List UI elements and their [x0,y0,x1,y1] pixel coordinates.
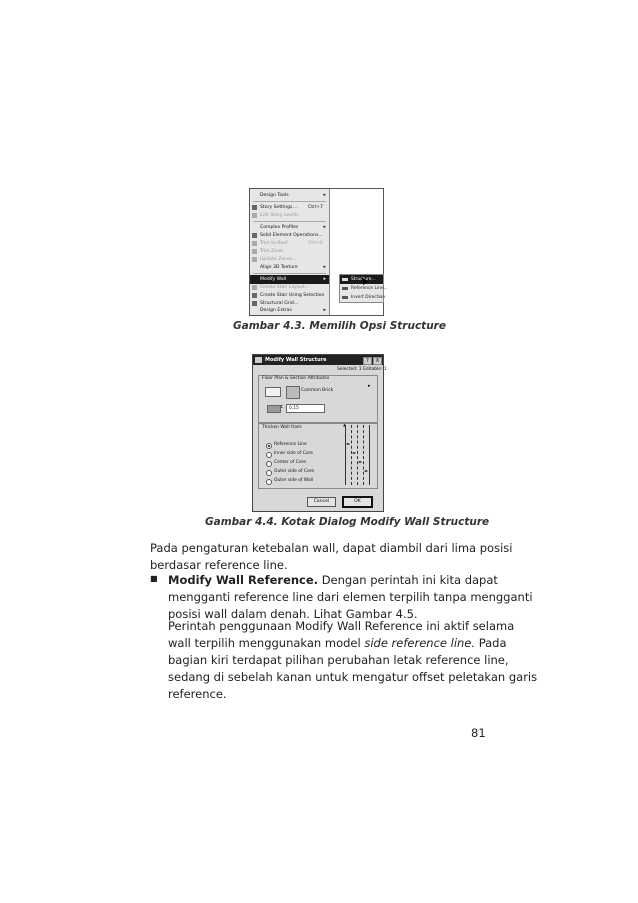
radio-center-of-core[interactable] [266,461,272,467]
menu-separator [253,201,326,202]
cancel-button[interactable]: Cancel [307,497,336,507]
option-label-outer-side-of-core: Outer side of Core [274,469,315,474]
invert-direction-icon [342,296,348,299]
group-title-thicken-wall: Thicken Wall from: [262,425,303,430]
trim-roof-icon [252,241,257,246]
menu-item-edit-story-levels: Edit Story Levels [250,211,329,220]
update-zones-icon [252,257,257,262]
submenu-arrow-icon: ▸ [323,264,326,270]
floor-plan-section-group [258,375,378,423]
bullet-heading: Modify Wall Reference. [168,573,319,587]
bullet-icon: ■ [150,574,158,583]
selection-info: Selected: 1 Editable: 1 [337,367,387,372]
text-line: Pada pengaturan ketebalan wall, dapat diambil dari lima posisi [150,541,513,555]
radio-inner-side-of-core[interactable] [266,452,272,458]
offset-arrow-icon: ◂▸ [346,441,351,446]
offset-arrow-icon: ◂▸ [364,468,369,473]
solid-ops-icon [252,233,257,238]
menu-item-modify-wall[interactable]: Modify Wall ▸ [250,275,329,284]
submenu-item-reference-line[interactable]: Reference Line... [340,284,383,293]
wall-tool-icon [255,357,262,363]
menu-item-design-tools[interactable]: Design Tools ▸ [260,192,326,198]
submenu-item-structure[interactable]: Structure... [340,275,383,284]
thickness-icon [267,405,281,413]
menu-item-structural-grid[interactable]: Structural Grid... [250,299,329,308]
submenu-arrow-icon: ▸ [323,224,326,230]
menu-separator [253,221,326,222]
reference-line-icon [342,287,348,290]
close-button[interactable]: X [373,357,382,365]
option-label-center-of-core: Center of Core [274,460,306,465]
dialog-title-bar[interactable]: Modify Wall Structure ? X [253,355,383,365]
paragraph-modify-wall-reference [168,618,538,703]
text-line: berdasar reference line. [150,558,288,572]
reference-line-mark [343,422,347,485]
modify-wall-structure-dialog [252,354,387,512]
group-title-floor-plan: Floor Plan & Section Attributes [262,376,330,381]
material-name: Common Brick [301,388,334,393]
core-inner-line [351,425,352,485]
menu-item-story-settings[interactable]: Story Settings... Ctrl+7 [250,203,329,212]
bullet-item-modify-wall-reference [168,572,533,623]
structure-icon [342,278,348,281]
text-line: bagian kiri terdapat pilihan perubahan letak reference line, [168,653,509,667]
text-line: sedang di sebelah kanan untuk mengatur offset peletakan garis [168,670,538,684]
help-button[interactable]: ? [363,357,372,365]
text-line: reference. [168,687,227,701]
radio-reference-line[interactable] [266,443,272,449]
menu-item-trim-to-roof: Trim to Roof Ctrl+0 [250,239,329,248]
menu-item-align-3d-texture[interactable]: Align 3D Texture ▸ [260,264,326,270]
figure-4-4-caption: Gambar 4.4. Kotak Dialog Modify Wall Structure [205,516,490,528]
text-line: mengganti reference line dari elemen terpilih tanpa mengganti [168,590,533,604]
submenu-arrow-icon: ▸ [323,276,326,282]
offset-arrow-icon: ◂▸ [352,450,357,455]
menu-item-create-stair-using-selection[interactable]: Create Stair Using Selection [250,291,329,300]
offset-arrow-icon: ◂▸ [358,459,363,464]
design-menu [250,189,330,315]
menu-item-update-zones: Update Zones... [250,255,329,264]
text-line: Modify Wall Reference. Dengan perintah ini kita dapat [168,573,498,587]
material-swatch[interactable] [286,386,300,399]
figure-4-3-menu-screenshot [249,188,388,316]
paragraph-reference-line [150,540,513,574]
stair-icon [252,285,257,290]
submenu-arrow-icon: ▸ [323,307,326,313]
text-line: Perintah penggunaan Modify Wall Reference ini aktif selama [168,619,515,633]
submenu-item-invert-direction[interactable]: Invert Direction [340,293,383,302]
wall-thickness-diagram [343,422,371,485]
dropdown-arrow-icon[interactable]: ▸ [368,383,371,389]
wall-outer-line [369,425,370,485]
story-icon [252,205,257,210]
ok-button[interactable]: OK [342,496,373,508]
up-arrow-icon: ▲ [343,422,347,427]
radio-outer-side-of-core[interactable] [266,470,272,476]
core-center-line [357,425,358,485]
option-label-reference-line: Reference Line [274,442,307,447]
option-label-outer-side-of-wall: Outer side of Wall [274,478,314,483]
thickness-field[interactable]: 0,15 [286,404,325,413]
core-outer-line [363,425,364,485]
stair-selection-icon [252,293,257,298]
wall-structure-icon[interactable] [265,387,281,397]
story-levels-icon [252,213,257,218]
option-label-inner-side-of-core: Inner side of Core [274,451,313,456]
menu-separator [253,273,326,274]
radio-outer-side-of-wall[interactable] [266,479,272,485]
text-line: posisi wall dalam denah. Lihat Gambar 4.5. [168,607,418,621]
menu-item-trim-zone: Trim Zone [250,247,329,256]
menu-item-design-extras[interactable]: Design Extras ▸ [260,307,326,313]
figure-4-3-caption: Gambar 4.3. Memilih Opsi Structure [233,320,446,332]
menu-item-create-stair-layout: Create Stair Layout... [250,283,329,292]
menu-item-complex-profiles[interactable]: Complex Profiles ▸ [260,224,326,230]
page-number: 81 [471,726,486,740]
trim-zone-icon [252,249,257,254]
submenu-arrow-icon: ▸ [323,192,326,198]
menu-item-solid-element-operations[interactable]: Solid Element Operations... [250,231,329,240]
thickness-arrows-icon: ↕ [280,405,284,410]
text-line: wall terpilih menggunakan model side reference line. Pada [168,636,507,650]
